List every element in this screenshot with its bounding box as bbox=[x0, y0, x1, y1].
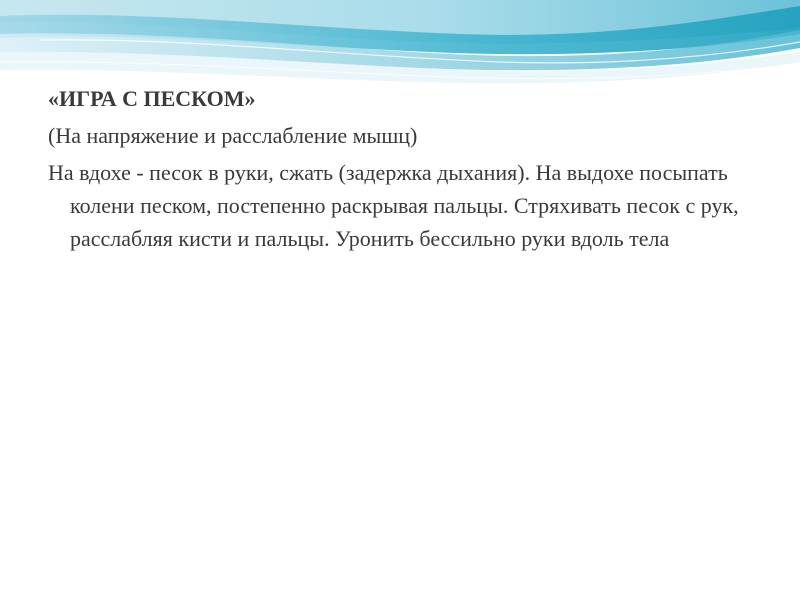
slide-content bbox=[48, 82, 768, 259]
slide-title: «ИГРА С ПЕСКОМ» bbox=[48, 86, 256, 111]
slide-subtitle: (На напряжение и расслабление мышц) bbox=[48, 123, 418, 148]
slide-body-text: На вдохе - песок в руки, сжать (задержка дыхания). На выдохе посыпать колени песком, постепенно раскрывая пальцы. Стряхивать песок с рук, расслабляя кисти и пальцы. Уронить бессильно руки вдоль тела bbox=[48, 160, 739, 251]
header-wave-decoration bbox=[0, 0, 800, 90]
